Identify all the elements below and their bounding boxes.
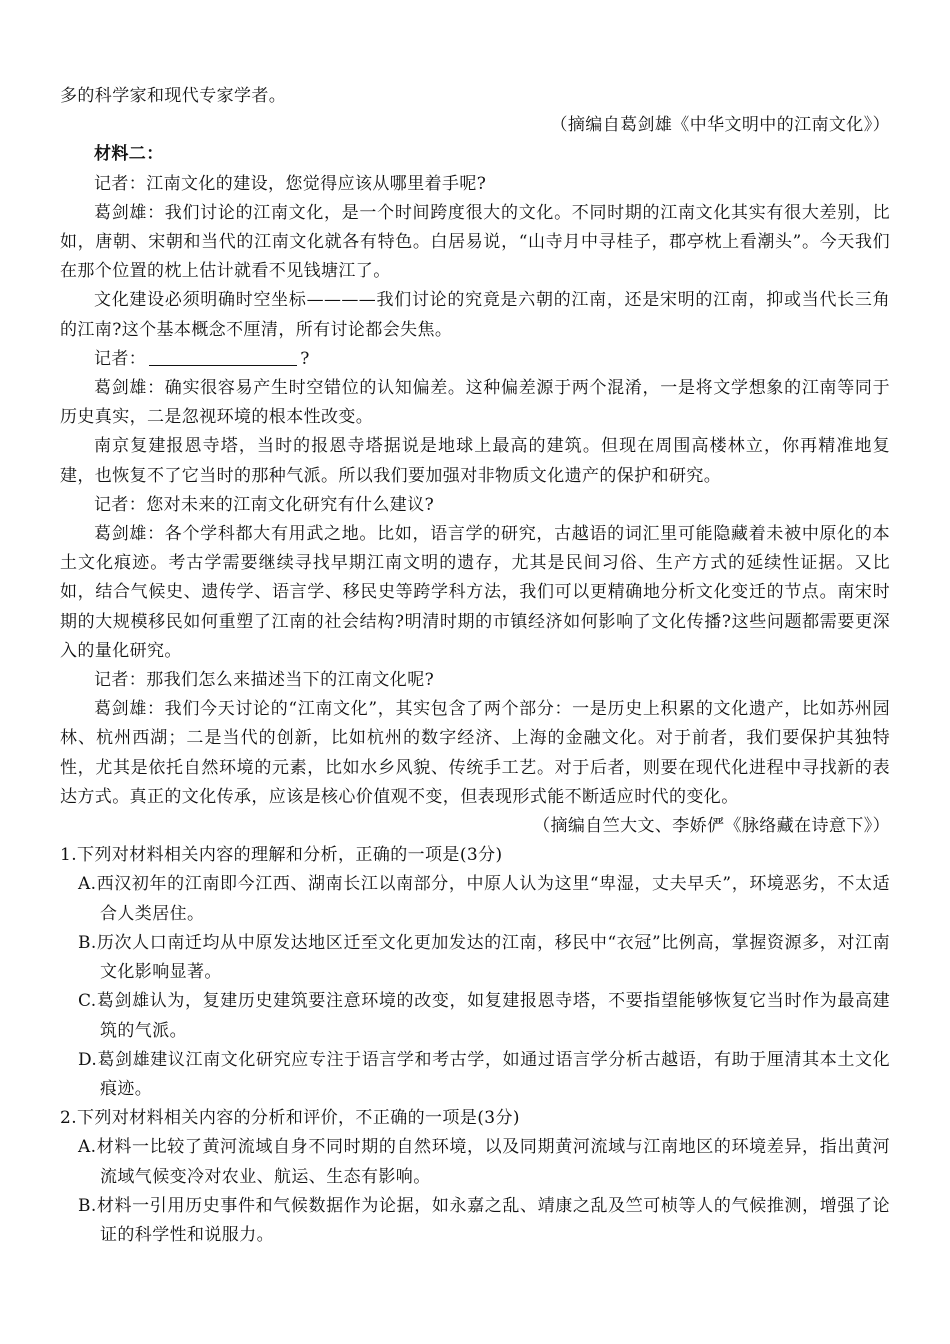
interview-paragraph: 葛剑雄：我们今天讨论的“江南文化”，其实包含了两个部分：一是历史上积累的文化遗产，比如苏州园林、杭州西湖；二是当代的创新，比如杭州的数字经济、上海的金融文化。对于前者，我们要保护其独特性，尤其是依托自然环境的元素，比如水乡风貌、传统手工艺。对于后者，则要在现代化进程中寻找新的表达方式。真正的文化传承，应该是核心价值观不变，但表现形式能不断适应时代的变化。 (60, 699, 890, 807)
question-1-option-a: A.西汉初年的江南即今江西、湖南长江以南部分，中原人认为这里“卑湿，丈夫早夭”，环境恶劣，不太适合人类居住。 (78, 874, 890, 924)
question-1-stem: 1.下列对材料相关内容的理解和分析，正确的一项是(3分) (60, 845, 503, 866)
question-1-option-c: C.葛剑雄认为，复建历史建筑要注意环境的改变，如复建报恩寺塔，不要指望能够恢复它当时作为最高建筑的气派。 (78, 991, 890, 1041)
interview-paragraph: 记者：江南文化的建设，您觉得应该从哪里着手呢? (94, 173, 487, 194)
interview-paragraph: 葛剑雄：各个学科都大有用武之地。比如，语言学的研究，古越语的词汇里可能隐藏着未被中原化的本土文化痕迹。考古学需要继续寻找早期江南文明的遗存，尤其是民间习俗、生产方式的延续性证据。又比如，结合气候史、遗传学、语言学、移民史等跨学科方法，我们可以更精确地分析文化变迁的节点。南宋时期的大规模移民如何重塑了江南的社会结构?明清时期的市镇经济如何影响了文化传播?这些问题都需要更深入的量化研究。 (60, 524, 890, 661)
intro-line: 多的科学家和现代专家学者。 (60, 86, 287, 106)
interview-paragraph: 葛剑雄：确实很容易产生时空错位的认知偏差。这种偏差源于两个混淆，一是将文学想象的江南等同于历史真实，二是忽视环境的根本性改变。 (60, 378, 890, 428)
material-2-heading: 材料二： (94, 144, 164, 165)
fill-in-blank (149, 347, 297, 366)
question-mark: ? (300, 348, 310, 369)
question-1-option-b: B.历次人口南迁均从中原发达地区迁至文化更加发达的江南，移民中“衣冠”比例高，掌握资源多，对江南文化影响显著。 (78, 932, 890, 983)
interview-paragraph: 葛剑雄：我们讨论的江南文化，是一个时间跨度很大的文化。不同时期的江南文化其实有很大差别，比如，唐朝、宋朝和当代的江南文化就各有特色。白居易说，“山寺月中寻桂子，郡亭枕上看潮头”。今天我们在那个位置的枕上估计就看不见钱塘江了。 (60, 202, 890, 282)
question-1-option-d: D.葛剑雄建议江南文化研究应专注于语言学和考古学，如通过语言学分析古越语，有助于厘清其本土文化痕迹。 (78, 1049, 890, 1099)
reporter-label: 记者： (94, 348, 147, 369)
interview-paragraph: 记者：您对未来的江南文化研究有什么建议? (94, 494, 435, 515)
interview-paragraph: 记者：那我们怎么来描述当下的江南文化呢? (94, 670, 435, 691)
exam-page (60, 82, 890, 1250)
reporter-blank-question (60, 345, 890, 374)
interview-paragraph: 文化建设必须明确时空坐标————我们讨论的究竟是六朝的江南，还是宋明的江南，抑或当代长三角的江南?这个基本概念不厘清，所有讨论都会失焦。 (60, 290, 890, 340)
interview-paragraph: 南京复建报恩寺塔，当时的报恩寺塔据说是地球上最高的建筑。但现在周围高楼林立，你再精准地复建，也恢复不了它当时的那种气派。所以我们要加强对非物质文化遗产的保护和研究。 (60, 436, 890, 486)
question-2-stem: 2.下列对材料相关内容的分析和评价，不正确的一项是(3分) (60, 1108, 520, 1129)
source-citation-1: （摘编自葛剑雄《中华文明中的江南文化》） (550, 115, 890, 136)
question-2-option-b: B.材料一引用历史事件和气候数据作为论据，如永嘉之乱、靖康之乱及竺可桢等人的气候推测，增强了论证的科学性和说服力。 (78, 1195, 890, 1245)
question-2-option-a: A.材料一比较了黄河流域自身不同时期的自然环境，以及同期黄河流域与江南地区的环境差异，指出黄河流域气候变冷对农业、航运、生态有影响。 (78, 1137, 890, 1187)
source-citation-2: （摘编自竺大文、李娇俨《脉络藏在诗意下》） (533, 816, 890, 837)
